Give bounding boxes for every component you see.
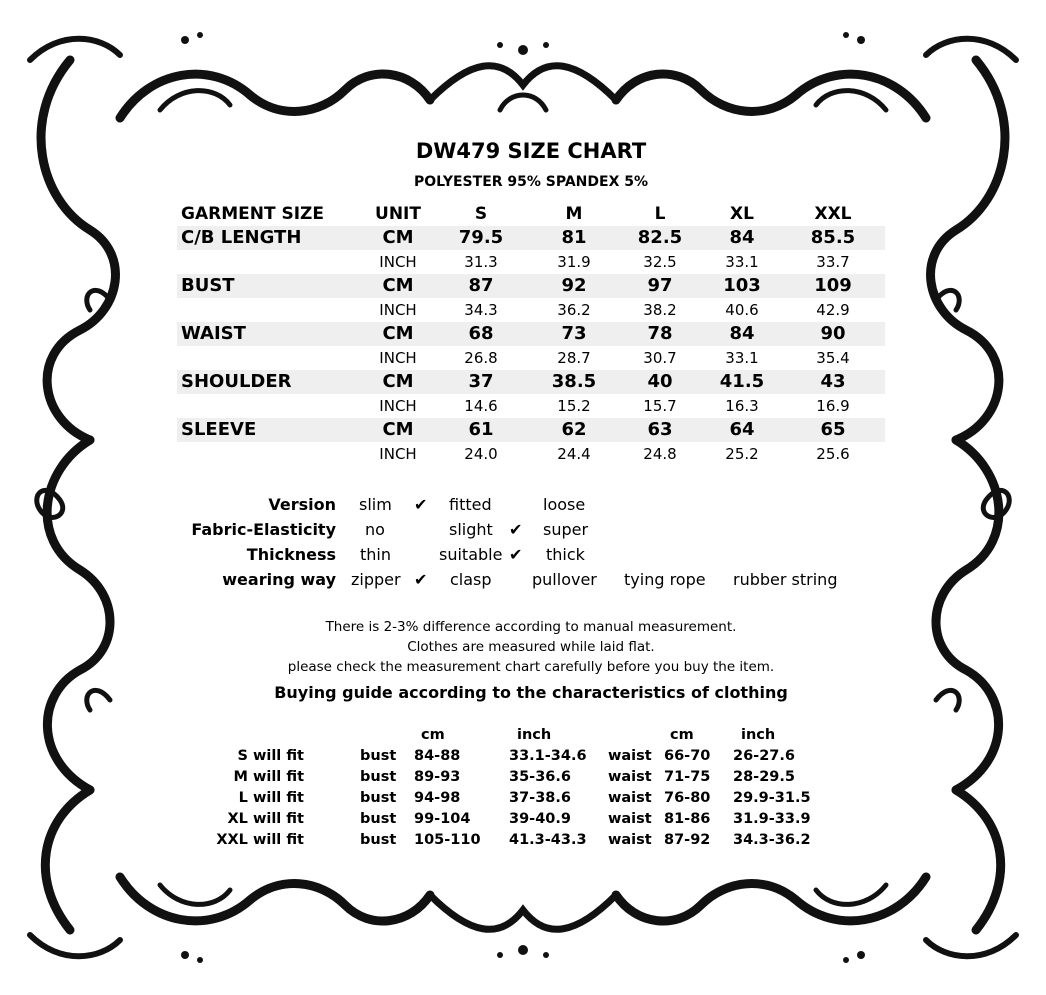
value-cell: 30.7 xyxy=(643,349,677,367)
option-tying-rope: tying rope xyxy=(624,570,706,589)
buying-guide-row xyxy=(0,746,1046,767)
value-cell: 33.1 xyxy=(725,349,759,367)
value-cell: 41.5 xyxy=(719,371,765,392)
bust-cm: 105-110 xyxy=(414,832,481,848)
option-zipper: zipper xyxy=(351,570,401,589)
bust-inch: 33.1-34.6 xyxy=(509,748,587,764)
option-suitable: suitable xyxy=(439,545,503,564)
bust-cm: 89-93 xyxy=(414,769,461,785)
unit-inch: INCH xyxy=(379,445,417,463)
col-header-inch: inch xyxy=(741,727,776,743)
characteristic-thickness xyxy=(0,543,1046,567)
option-slight: slight xyxy=(449,520,493,539)
bust-cm: 84-88 xyxy=(414,748,461,764)
characteristic-elasticity xyxy=(0,518,1046,542)
value-cell: 42.9 xyxy=(816,301,850,319)
table-row-sleeve-cm xyxy=(177,418,885,442)
value-cell: 79.5 xyxy=(458,227,504,248)
value-cell: 73 xyxy=(561,323,587,344)
fit-label: XXL will fit xyxy=(216,832,304,848)
check-mark-icon: ✔ xyxy=(509,545,523,564)
value-cell: 15.7 xyxy=(643,397,677,415)
value-cell: 64 xyxy=(729,419,755,440)
value-cell: 38.5 xyxy=(551,371,597,392)
waist-inch: 28-29.5 xyxy=(733,769,795,785)
measurement-name: SHOULDER xyxy=(181,371,292,392)
option-fitted: fitted xyxy=(449,495,492,514)
value-cell: 25.2 xyxy=(725,445,759,463)
option-pullover: pullover xyxy=(532,570,597,589)
waist-inch: 29.9-31.5 xyxy=(733,790,811,806)
value-cell: 103 xyxy=(723,275,761,296)
header-size-s: S xyxy=(474,204,488,224)
value-cell: 32.5 xyxy=(643,253,677,271)
value-cell: 84 xyxy=(729,227,755,248)
value-cell: 35.4 xyxy=(816,349,850,367)
table-row-shoulder-cm xyxy=(177,370,885,394)
value-cell: 109 xyxy=(814,275,852,296)
value-cell: 25.6 xyxy=(816,445,850,463)
table-row-waist-cm xyxy=(177,322,885,346)
option-clasp: clasp xyxy=(450,570,492,589)
table-row-cb-length-cm xyxy=(177,226,885,250)
measurement-name: WAIST xyxy=(181,323,246,344)
value-cell: 28.7 xyxy=(557,349,591,367)
value-cell: 82.5 xyxy=(637,227,683,248)
waist-label: waist xyxy=(608,748,652,764)
buying-guide-row xyxy=(0,788,1046,809)
value-cell: 24.8 xyxy=(643,445,677,463)
characteristic-wearing-way xyxy=(0,568,1046,592)
note-line: Clothes are measured while laid flat. xyxy=(407,639,655,655)
unit-cm: CM xyxy=(382,371,414,392)
table-row-waist-inch xyxy=(177,346,885,370)
table-row-cb-length-inch xyxy=(177,250,885,274)
waist-inch: 31.9-33.9 xyxy=(733,811,811,827)
value-cell: 24.0 xyxy=(464,445,498,463)
table-row-bust-inch xyxy=(177,298,885,322)
fit-label: L will fit xyxy=(238,790,304,806)
waist-inch: 26-27.6 xyxy=(733,748,795,764)
option-thin: thin xyxy=(360,545,391,564)
material-composition: POLYESTER 95% SPANDEX 5% xyxy=(413,174,649,190)
value-cell: 34.3 xyxy=(464,301,498,319)
bust-label: bust xyxy=(360,790,397,806)
bust-inch: 35-36.6 xyxy=(509,769,571,785)
option-loose: loose xyxy=(543,495,586,514)
waist-cm: 66-70 xyxy=(664,748,711,764)
waist-label: waist xyxy=(608,811,652,827)
value-cell: 92 xyxy=(561,275,587,296)
header-garment-size: GARMENT SIZE xyxy=(181,204,324,224)
waist-label: waist xyxy=(608,790,652,806)
value-cell: 85.5 xyxy=(810,227,856,248)
characteristic-label: wearing way xyxy=(222,570,336,589)
waist-cm: 76-80 xyxy=(664,790,711,806)
characteristic-version xyxy=(0,493,1046,517)
measurement-name: BUST xyxy=(181,275,235,296)
col-header-cm: cm xyxy=(670,727,694,743)
fit-label: M will fit xyxy=(233,769,304,785)
buying-guide-row xyxy=(0,830,1046,851)
check-mark-icon: ✔ xyxy=(414,495,428,514)
value-cell: 16.9 xyxy=(816,397,850,415)
header-size-l: L xyxy=(654,204,666,224)
value-cell: 90 xyxy=(820,323,846,344)
fit-label: S will fit xyxy=(237,748,304,764)
col-header-inch: inch xyxy=(517,727,552,743)
value-cell: 16.3 xyxy=(725,397,759,415)
value-cell: 26.8 xyxy=(464,349,498,367)
value-cell: 43 xyxy=(820,371,846,392)
size-table-header xyxy=(177,202,885,226)
size-table xyxy=(177,202,885,466)
bust-label: bust xyxy=(360,748,397,764)
value-cell: 40.6 xyxy=(725,301,759,319)
col-header-cm: cm xyxy=(421,727,445,743)
header-size-xxl: XXL xyxy=(814,204,852,224)
value-cell: 68 xyxy=(468,323,494,344)
characteristic-label: Version xyxy=(268,495,336,514)
note-line: please check the measurement chart carefully before you buy the item. xyxy=(287,659,775,675)
characteristic-label: Fabric-Elasticity xyxy=(191,520,336,539)
unit-inch: INCH xyxy=(379,253,417,271)
buying-guide-row xyxy=(0,809,1046,830)
value-cell: 37 xyxy=(468,371,494,392)
value-cell: 84 xyxy=(729,323,755,344)
value-cell: 78 xyxy=(647,323,673,344)
value-cell: 81 xyxy=(561,227,587,248)
waist-cm: 81-86 xyxy=(664,811,711,827)
value-cell: 31.9 xyxy=(557,253,591,271)
option-thick: thick xyxy=(546,545,585,564)
unit-inch: INCH xyxy=(379,301,417,319)
bust-label: bust xyxy=(360,811,397,827)
value-cell: 87 xyxy=(468,275,494,296)
bust-inch: 41.3-43.3 xyxy=(509,832,587,848)
table-row-shoulder-inch xyxy=(177,394,885,418)
value-cell: 65 xyxy=(820,419,846,440)
value-cell: 40 xyxy=(647,371,673,392)
bust-inch: 39-40.9 xyxy=(509,811,571,827)
characteristic-label: Thickness xyxy=(246,545,336,564)
option-super: super xyxy=(543,520,589,539)
bust-cm: 94-98 xyxy=(414,790,461,806)
bust-label: bust xyxy=(360,769,397,785)
value-cell: 33.1 xyxy=(725,253,759,271)
waist-label: waist xyxy=(608,832,652,848)
waist-cm: 71-75 xyxy=(664,769,711,785)
value-cell: 97 xyxy=(647,275,673,296)
unit-cm: CM xyxy=(382,419,414,440)
waist-cm: 87-92 xyxy=(664,832,711,848)
page-title: DW479 SIZE CHART xyxy=(415,139,647,163)
unit-cm: CM xyxy=(382,323,414,344)
buying-guide-table xyxy=(0,725,1046,851)
buying-guide-header xyxy=(0,725,1046,746)
header-size-m: M xyxy=(565,204,583,224)
value-cell: 14.6 xyxy=(464,397,498,415)
option-slim: slim xyxy=(359,495,392,514)
unit-cm: CM xyxy=(382,275,414,296)
value-cell: 31.3 xyxy=(464,253,498,271)
buying-guide-row xyxy=(0,767,1046,788)
buying-guide-title: Buying guide according to the characteristics of clothing xyxy=(274,683,788,702)
value-cell: 36.2 xyxy=(557,301,591,319)
measurement-name: SLEEVE xyxy=(181,419,257,440)
bust-inch: 37-38.6 xyxy=(509,790,571,806)
option-no: no xyxy=(365,520,385,539)
waist-label: waist xyxy=(608,769,652,785)
value-cell: 15.2 xyxy=(557,397,591,415)
fit-label: XL will fit xyxy=(227,811,304,827)
value-cell: 62 xyxy=(561,419,587,440)
bust-label: bust xyxy=(360,832,397,848)
value-cell: 33.7 xyxy=(816,253,850,271)
value-cell: 24.4 xyxy=(557,445,591,463)
check-mark-icon: ✔ xyxy=(509,520,523,539)
table-row-bust-cm xyxy=(177,274,885,298)
header-size-xl: XL xyxy=(730,204,754,224)
value-cell: 63 xyxy=(647,419,673,440)
waist-inch: 34.3-36.2 xyxy=(733,832,811,848)
option-rubber-string: rubber string xyxy=(733,570,838,589)
measurement-name: C/B LENGTH xyxy=(181,227,302,248)
table-row-sleeve-inch xyxy=(177,442,885,466)
bust-cm: 99-104 xyxy=(414,811,471,827)
unit-inch: INCH xyxy=(379,349,417,367)
note-line: There is 2-3% difference according to manual measurement. xyxy=(325,619,737,635)
unit-inch: INCH xyxy=(379,397,417,415)
check-mark-icon: ✔ xyxy=(414,570,428,589)
header-unit: UNIT xyxy=(375,204,421,224)
value-cell: 61 xyxy=(468,419,494,440)
value-cell: 38.2 xyxy=(643,301,677,319)
unit-cm: CM xyxy=(382,227,414,248)
